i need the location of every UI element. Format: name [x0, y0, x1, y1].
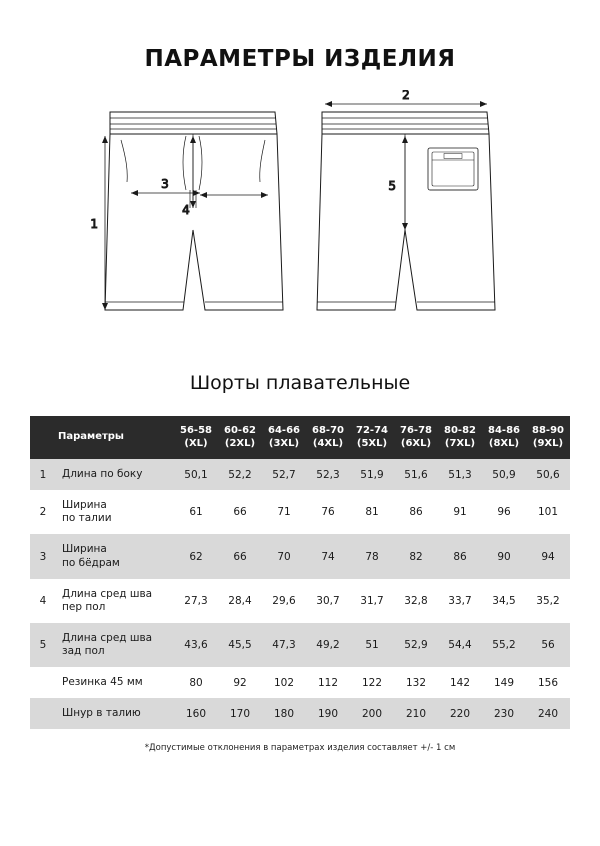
table-row — [30, 667, 570, 698]
row-param-name: Длина по боку — [56, 459, 174, 490]
column-header-size-2 — [262, 416, 306, 459]
svg-text:3: 3 — [161, 177, 169, 191]
cell-value: 56 — [526, 623, 570, 667]
cell-value: 80 — [174, 667, 218, 698]
size-intl: (2XL) — [224, 437, 256, 449]
cell-value: 240 — [526, 698, 570, 729]
cell-value: 51 — [350, 623, 394, 667]
cell-value: 86 — [438, 534, 482, 578]
cell-value: 55,2 — [482, 623, 526, 667]
table-row — [30, 623, 570, 667]
cell-value: 92 — [218, 667, 262, 698]
cell-value: 76 — [306, 490, 350, 534]
cell-value: 230 — [482, 698, 526, 729]
svg-text:4: 4 — [182, 203, 190, 217]
size-table-header — [30, 416, 570, 459]
cell-value: 30,7 — [306, 579, 350, 623]
column-header-size-6 — [438, 416, 482, 459]
row-param-name: Резинка 45 мм — [56, 667, 174, 698]
cell-value: 47,3 — [262, 623, 306, 667]
product-name: Шорты плавательные — [189, 372, 411, 394]
cell-value: 43,6 — [174, 623, 218, 667]
table-row — [30, 698, 570, 729]
column-header-size-4 — [350, 416, 394, 459]
cell-value: 101 — [526, 490, 570, 534]
product-spec-page — [0, 46, 600, 846]
cell-value: 54,4 — [438, 623, 482, 667]
size-range: 68-70 — [312, 425, 344, 436]
cell-value: 51,9 — [350, 459, 394, 490]
row-param-name: Длина сред шва пер пол — [56, 579, 174, 623]
cell-value: 27,3 — [174, 579, 218, 623]
column-header-size-0 — [174, 416, 218, 459]
size-intl: (8XL) — [488, 437, 520, 449]
shorts-diagram-svg — [0, 90, 600, 350]
cell-value: 49,2 — [306, 623, 350, 667]
row-index: 5 — [30, 623, 56, 667]
row-index: 4 — [30, 579, 56, 623]
cell-value: 190 — [306, 698, 350, 729]
row-index: 3 — [30, 534, 56, 578]
cell-value: 52,3 — [306, 459, 350, 490]
row-param-name: Длина сред шва зад пол — [56, 623, 174, 667]
size-range: 56-58 — [180, 425, 212, 436]
cell-value: 94 — [526, 534, 570, 578]
size-range: 84-86 — [488, 425, 520, 436]
dimension-2-waist-width — [325, 90, 487, 107]
row-index — [30, 667, 56, 698]
column-header-size-5 — [394, 416, 438, 459]
size-intl: (5XL) — [356, 437, 388, 449]
cell-value: 61 — [174, 490, 218, 534]
cell-value: 149 — [482, 667, 526, 698]
svg-text:1: 1 — [90, 217, 98, 231]
size-range: 88-90 — [532, 425, 564, 436]
column-header-param: Параметры — [30, 416, 174, 459]
cell-value: 220 — [438, 698, 482, 729]
cell-value: 50,1 — [174, 459, 218, 490]
row-param-name: Ширина по бёдрам — [56, 534, 174, 578]
size-range: 76-78 — [400, 425, 432, 436]
table-row — [30, 534, 570, 578]
cell-value: 52,2 — [218, 459, 262, 490]
cell-value: 52,7 — [262, 459, 306, 490]
cell-value: 62 — [174, 534, 218, 578]
column-header-size-3 — [306, 416, 350, 459]
row-param-name: Шнур в талию — [56, 698, 174, 729]
table-row — [30, 579, 570, 623]
size-intl: (4XL) — [312, 437, 344, 449]
cell-value: 71 — [262, 490, 306, 534]
cell-value: 96 — [482, 490, 526, 534]
column-header-size-1 — [218, 416, 262, 459]
row-param-name: Ширина по талии — [56, 490, 174, 534]
cell-value: 51,6 — [394, 459, 438, 490]
cell-value: 52,9 — [394, 623, 438, 667]
cell-value: 50,6 — [526, 459, 570, 490]
cell-value: 78 — [350, 534, 394, 578]
cell-value: 33,7 — [438, 579, 482, 623]
cell-value: 45,5 — [218, 623, 262, 667]
column-header-size-7 — [482, 416, 526, 459]
cell-value: 34,5 — [482, 579, 526, 623]
table-row — [30, 490, 570, 534]
cell-value: 142 — [438, 667, 482, 698]
svg-text:5: 5 — [388, 179, 396, 193]
cell-value: 35,2 — [526, 579, 570, 623]
tolerance-note: *Допустимые отклонения в параметрах изделия составляет +/- 1 см — [144, 743, 456, 754]
cell-value: 122 — [350, 667, 394, 698]
cell-value: 50,9 — [482, 459, 526, 490]
size-table-body — [30, 459, 570, 729]
size-intl: (XL) — [184, 437, 208, 449]
cell-value: 81 — [350, 490, 394, 534]
cell-value: 112 — [306, 667, 350, 698]
size-intl: (9XL) — [532, 437, 564, 449]
table-header-row — [30, 416, 570, 459]
svg-text:2: 2 — [402, 90, 410, 102]
row-index: 2 — [30, 490, 56, 534]
cell-value: 82 — [394, 534, 438, 578]
cell-value: 180 — [262, 698, 306, 729]
page-title: ПАРАМЕТРЫ ИЗДЕЛИЯ — [144, 46, 456, 72]
size-range: 72-74 — [356, 425, 388, 436]
cell-value: 70 — [262, 534, 306, 578]
technical-drawing — [0, 90, 600, 350]
cell-value: 32,8 — [394, 579, 438, 623]
cell-value: 170 — [218, 698, 262, 729]
cell-value: 210 — [394, 698, 438, 729]
size-table — [30, 416, 570, 729]
cell-value: 160 — [174, 698, 218, 729]
cell-value: 28,4 — [218, 579, 262, 623]
size-range: 60-62 — [224, 425, 256, 436]
cell-value: 156 — [526, 667, 570, 698]
size-intl: (7XL) — [444, 437, 476, 449]
cell-value: 29,6 — [262, 579, 306, 623]
size-intl: (3XL) — [268, 437, 300, 449]
cell-value: 91 — [438, 490, 482, 534]
cell-value: 51,3 — [438, 459, 482, 490]
cell-value: 66 — [218, 490, 262, 534]
cell-value: 31,7 — [350, 579, 394, 623]
dimension-1-front-length — [90, 136, 108, 310]
row-index — [30, 698, 56, 729]
cell-value: 66 — [218, 534, 262, 578]
cell-value: 200 — [350, 698, 394, 729]
cell-value: 86 — [394, 490, 438, 534]
cell-value: 102 — [262, 667, 306, 698]
row-index: 1 — [30, 459, 56, 490]
cell-value: 74 — [306, 534, 350, 578]
table-row — [30, 459, 570, 490]
cell-value: 132 — [394, 667, 438, 698]
column-header-size-8 — [526, 416, 570, 459]
cell-value: 90 — [482, 534, 526, 578]
size-intl: (6XL) — [400, 437, 432, 449]
size-range: 64-66 — [268, 425, 300, 436]
size-range: 80-82 — [444, 425, 476, 436]
